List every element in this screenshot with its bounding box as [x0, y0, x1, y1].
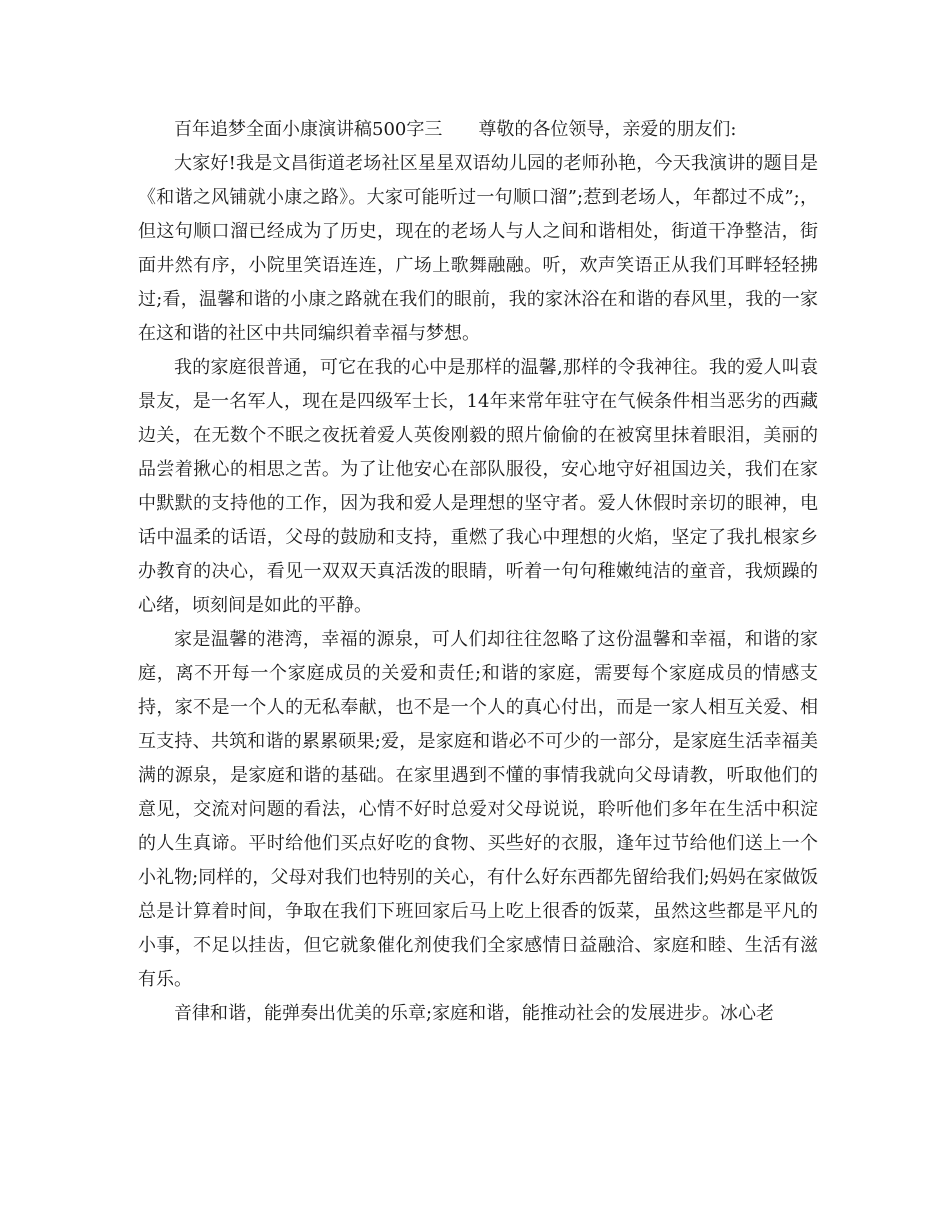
document-title: 百年追梦全面小康演讲稿500字三 [174, 119, 443, 140]
paragraph-intro: 大家好!我是文昌街道老场社区星星双语幼儿园的老师孙艳，今天我演讲的题目是《和谐之风铺就小康之路》。大家可能听过一句顺口溜”;惹到老场人，年都过不成”;，但这句顺口溜已经成为了历史，现在的老场人与人之间和谐相处，街道干净整洁，街面井然有序，小院里笑语连连，广场上歌舞融融。听，欢声笑语正从我们耳畔轻轻拂过;看，温馨和谐的小康之路就在我们的眼前，我的家沐浴在和谐的春风里，我的一家在这和谐的社区中共同编织着幸福与梦想。 [138, 153, 818, 344]
paragraph-family: 我的家庭很普通，可它在我的心中是那样的温馨,那样的令我神往。我的爱人叫袁景友，是一名军人，现在是四级军士长，14年来常年驻守在气候条件相当恶劣的西藏边关，在无数个不眠之夜抚着爱人英俊刚毅的照片偷偷的在被窝里抹着眼泪，美丽的品尝着揪心的相思之苦。为了让他安心在部队服役，安心地守好祖国边关，我们在家中默默的支持他的工作，因为我和爱人是理想的坚守者。爱人休假时亲切的眼神，电话中温柔的话语，父母的鼓励和支持，重燃了我心中理想的火焰，坚定了我扎根家乡办教育的决心，看见一双双天真活泼的眼睛，听着一句句稚嫩纯洁的童音，我烦躁的心绪，顷刻间是如此的平静。 [138, 357, 818, 616]
title-line [138, 113, 818, 147]
greeting: 尊敬的各位领导，亲爱的朋友们: [478, 119, 737, 140]
paragraph-home: 家是温馨的港湾，幸福的源泉，可人们却往往忽略了这份温馨和幸福，和谐的家庭，离不开每一个家庭成员的关爱和责任;和谐的家庭，需要每个家庭成员的情感支持，家不是一个人的无私奉献，也不是一个人的真心付出，而是一家人相互关爱、相互支持、共筑和谐的累累硕果;爱，是家庭和谐必不可少的一部分，是家庭生活幸福美满的源泉，是家庭和谐的基础。在家里遇到不懂的事情我就向父母请教，听取他们的意见，交流对问题的看法，心情不好时总爱对父母说说，聆听他们多年在生活中积淀的人生真谛。平时给他们买点好吃的食物、买些好的衣服，逢年过节给他们送上一个小礼物;同样的，父母对我们也特别的关心，有什么好东西都先留给我们;妈妈在家做饭总是计算着时间，争取在我们下班回家后马上吃上很香的饭菜，虽然这些都是平凡的小事，不足以挂齿，但它就象催化剂使我们全家感情日益融洽、家庭和睦、生活有滋有乐。 [138, 629, 818, 990]
paragraph-harmony: 音律和谐，能弹奏出优美的乐章;家庭和谐，能推动社会的发展进步。冰心老 [174, 1003, 775, 1024]
document-body [138, 113, 818, 1031]
